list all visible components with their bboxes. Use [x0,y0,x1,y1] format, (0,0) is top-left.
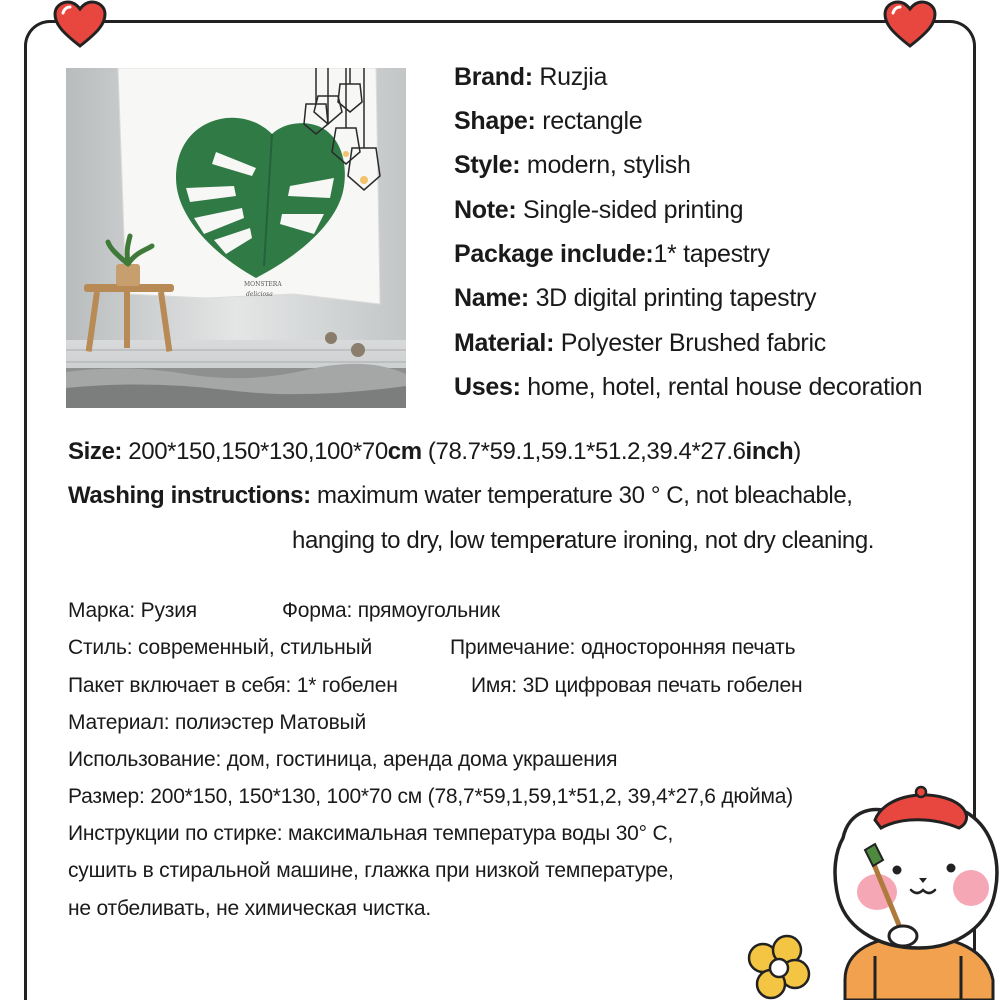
spec-package: Package include:1* tapestry [454,240,770,268]
ru-name: Имя: 3D цифровая печать гобелен [471,674,803,697]
ru-brand: Марка: Рузия [68,599,197,622]
tapestry-print-subtitle: deliciosa [246,291,273,298]
size-line: Size: 200*150,150*130,100*70cm (78.7*59.1,59.1*51.2,39.4*27.6inch) [68,438,801,465]
ru-washing-2: сушить в стиральной машине, глажка при низкой температуре, [68,859,674,882]
heart-icon [52,0,108,50]
ru-style: Стиль: современный, стильный [68,636,372,659]
spec-material: Material: Polyester Brushed fabric [454,329,826,357]
spec-brand: Brand: Ruzjia [454,63,608,91]
heart-icon [882,0,938,50]
washing-line-1: Washing instructions: maximum water temperature 30 ° C, not bleachable, [68,482,853,509]
ru-shape: Форма: прямоугольник [282,599,500,622]
ru-washing-3: не отбеливать, не химическая чистка. [68,897,431,920]
spec-note: Note: Single-sided printing [454,196,744,224]
flower-icon [749,936,809,998]
cat-mascot-illustration [725,780,1000,1000]
ru-material: Материал: полиэстер Матовый [68,711,366,734]
tapestry-print-title: MONSTERA [244,281,282,288]
washing-line-2: hanging to dry, low temperature ironing, not dry cleaning. [292,527,875,554]
spec-uses: Uses: home, hotel, rental house decoration [454,373,923,401]
ru-note: Примечание: односторонняя печать [450,636,796,659]
ru-size: Размер: 200*150, 150*130, 100*70 см (78,7*59,1,59,1*51,2, 39,4*27,6 дюйма) [68,785,793,808]
spec-name: Name: 3D digital printing tapestry [454,284,817,312]
spec-style: Style: modern, stylish [454,151,691,179]
product-photo [66,68,406,408]
ru-uses: Использование: дом, гостиница, аренда дома украшения [68,748,618,771]
ru-washing-1: Инструкции по стирке: максимальная температура воды 30° C, [68,822,674,845]
spec-shape: Shape: rectangle [454,107,643,135]
ru-package: Пакет включает в себя: 1* гобелен [68,674,398,697]
